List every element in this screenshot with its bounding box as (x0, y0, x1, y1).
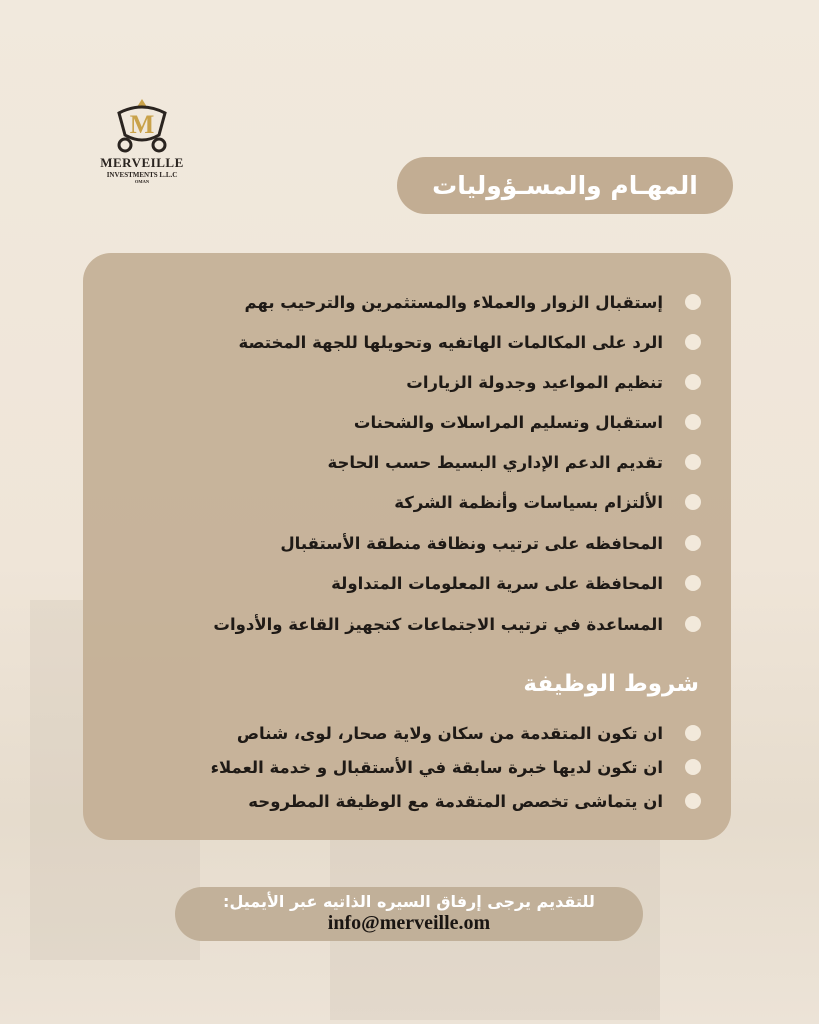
list-item (327, 447, 701, 477)
item-text: الألتزام بسياسات وأنظمة الشركة (394, 492, 663, 512)
item-text: المحافظة على سرية المعلومات المتداولة (331, 573, 663, 593)
list-item (354, 407, 701, 437)
company-logo (92, 95, 192, 184)
section-title: المهـام والمسـؤوليات (397, 157, 733, 214)
apply-footer (175, 887, 643, 941)
bullet-icon (685, 334, 701, 350)
list-item (406, 367, 701, 397)
bullet-icon (685, 494, 701, 510)
list-item (239, 327, 701, 357)
bullet-icon (685, 535, 701, 551)
content-card (83, 253, 731, 840)
bullet-icon (685, 793, 701, 809)
item-text: تنظيم المواعيد وجدولة الزيارات (406, 372, 663, 392)
item-text: استقبال وتسليم المراسلات والشحنات (353, 412, 663, 432)
bullet-icon (685, 725, 701, 741)
bullet-icon (685, 414, 701, 430)
item-text: إستقبال الزوار والعملاء والمستثمرين والترحيب بهم (244, 292, 663, 312)
condition-item (237, 718, 701, 748)
email-link[interactable]: info@merveille.om (327, 912, 491, 934)
item-text: ان تكون المتقدمة من سكان ولاية صحار، لوى، شناص (236, 723, 663, 743)
item-text: تقديم الدعم الإداري البسيط حسب الحاجة (327, 452, 663, 472)
apply-instructions: للتقديم يرجى إرفاق السيره الذاتيه عبر الأيميل: (223, 892, 595, 911)
logo-name: MERVEILLE (100, 155, 184, 170)
conditions-heading: شروط الوظيفة (523, 671, 699, 697)
bullet-icon (685, 616, 701, 632)
list-item (331, 568, 701, 598)
list-item (245, 287, 701, 317)
list-item (213, 609, 701, 639)
item-text: المحافظه على ترتيب ونظافة منطقة الأستقبال (280, 533, 663, 553)
condition-item (248, 786, 701, 816)
bullet-icon (685, 294, 701, 310)
item-text: ان يتماشى تخصص المتقدمة مع الوظيفة المطروحه (248, 791, 663, 811)
logo-country: OMAN (134, 179, 150, 184)
logo-subtitle: INVESTMENTS L.L.C (106, 171, 178, 179)
bullet-icon (685, 759, 701, 775)
list-item (394, 487, 701, 517)
svg-text:M: M (129, 110, 155, 139)
item-text: الرد على المكالمات الهاتفيه وتحويلها للجهة المختصة (238, 332, 663, 352)
item-text: المساعدة في ترتيب الاجتماعات كتجهيز القاعة والأدوات (213, 614, 663, 634)
logo-emblem-icon (107, 95, 177, 155)
item-text: ان تكون لديها خبرة سابقة في الأستقبال و خدمة العملاء (210, 757, 663, 777)
condition-item (211, 752, 701, 782)
bullet-icon (685, 575, 701, 591)
bullet-icon (685, 374, 701, 390)
list-item (280, 528, 701, 558)
bullet-icon (685, 454, 701, 470)
